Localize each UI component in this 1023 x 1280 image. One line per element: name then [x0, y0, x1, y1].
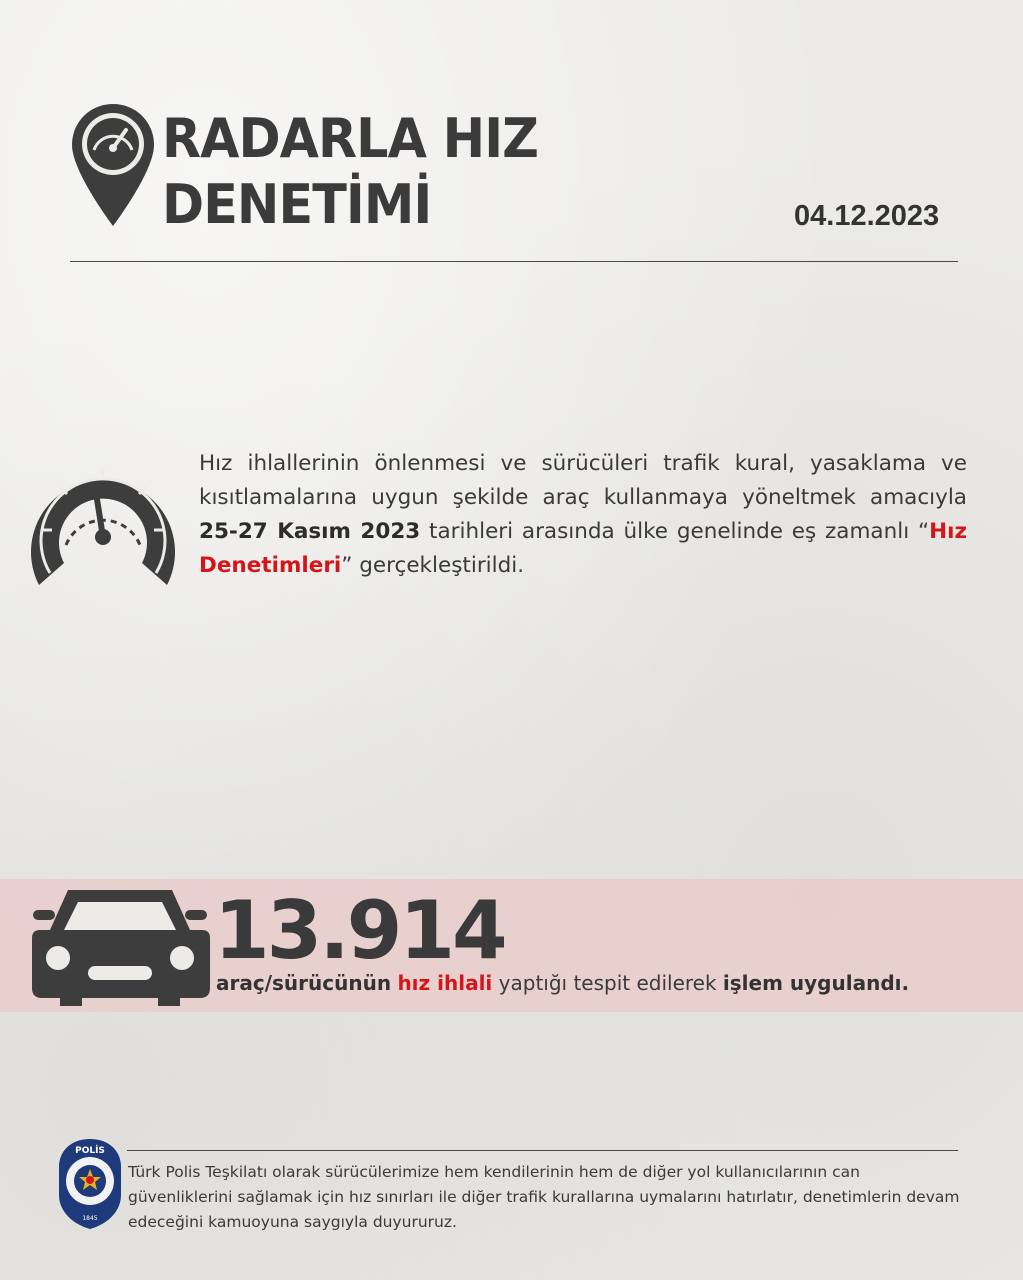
title-line-2: DENETİMİ: [162, 173, 432, 236]
stat-description: [216, 968, 996, 998]
intro-text-1: Hız ihlallerinin önlenmesi ve sürücüleri trafik kural, yasaklama ve kısıtlamalarına uygun şekilde araç kullanmaya yöneltmek amacıyla: [199, 451, 967, 510]
intro-text-3: ” gerçekleştirildi.: [341, 553, 525, 578]
emblem-title: POLİS: [75, 1146, 105, 1156]
title-line-1: RADARLA HIZ: [162, 107, 539, 170]
car-icon: [30, 880, 210, 1010]
stat-bold-1: araç/sürücünün: [216, 971, 392, 995]
stat-highlight: hız ihlali: [397, 971, 493, 995]
intro-text-2: tarihleri arasında ülke genelinde eş zamanlı “: [420, 519, 930, 544]
intro-paragraph: [199, 447, 967, 583]
footer-text: Türk Polis Teşkilatı olarak sürücülerimize hem kendilerinin hem de diğer yol kullanıcılarının can güvenliklerini sağlamak için hız sınırları ile diğer trafik kurallarına uymalarını hatırlatır, denetimlerin devam edeceğini kamuoyuna saygıyla duyururuz.: [128, 1163, 960, 1231]
date-label: 04.12.2023: [794, 200, 940, 232]
emblem-year: 1845: [82, 1215, 98, 1222]
header-divider: [70, 261, 958, 262]
intro-dates: 25-27 Kasım 2023: [199, 519, 421, 544]
footer-divider: [127, 1150, 958, 1151]
stat-plain: yaptığı tespit edilerek: [492, 971, 723, 995]
speedometer-pin-icon: [68, 100, 158, 230]
stat-number: 13.914: [214, 884, 505, 977]
speedometer-icon: [22, 455, 184, 590]
polis-emblem-icon: [55, 1137, 125, 1231]
page-title: [162, 106, 538, 238]
stat-bold-2: işlem uygulandı.: [722, 971, 910, 995]
intro-highlight: Hız Denetimleri: [199, 519, 968, 578]
